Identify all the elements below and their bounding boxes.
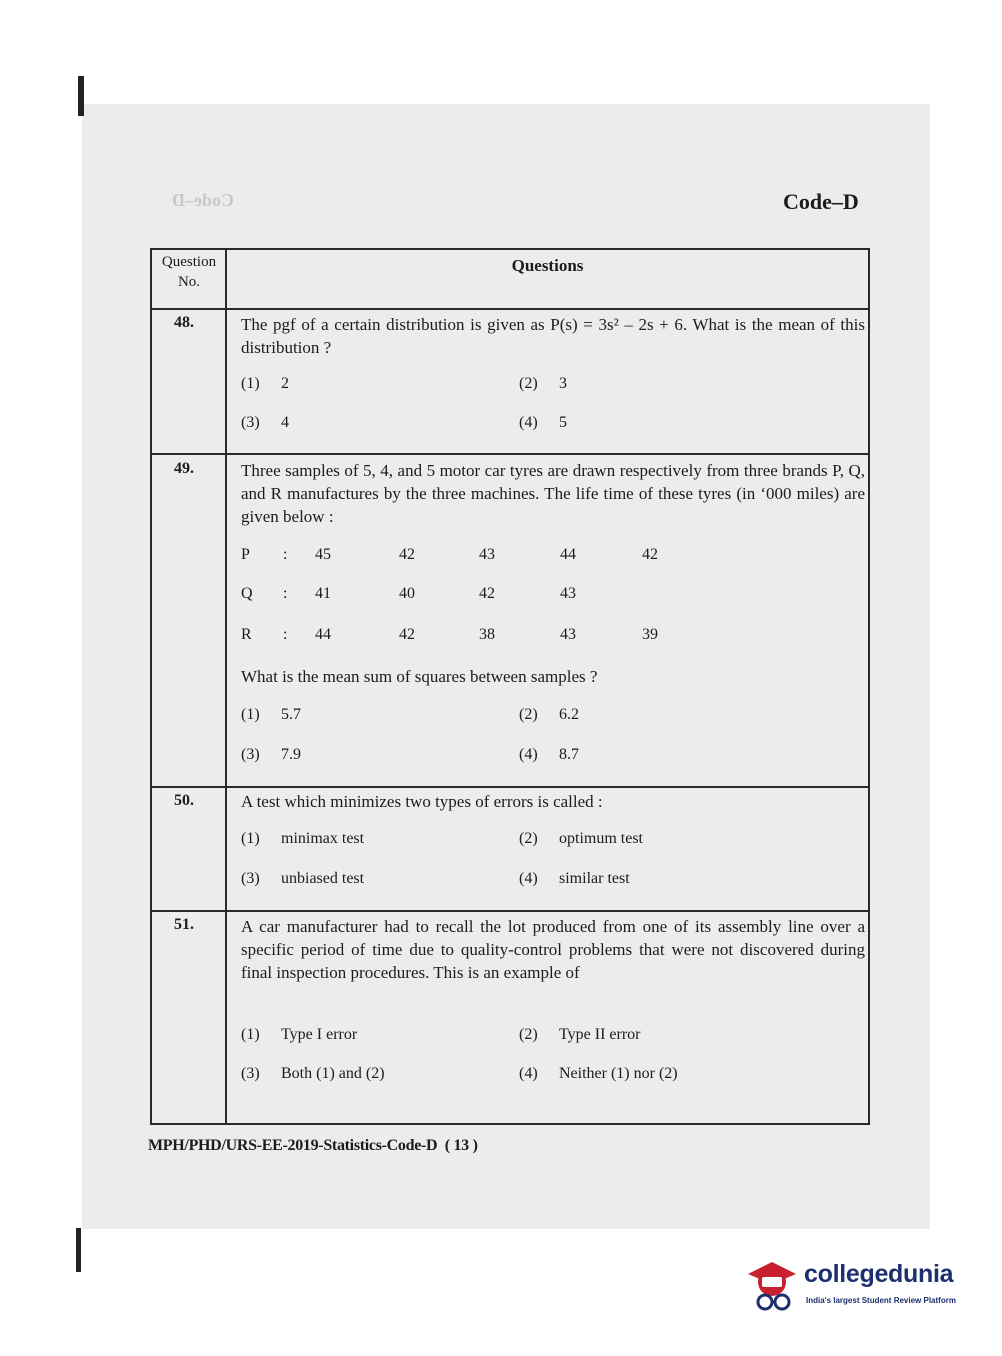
brand-name: collegedunia	[804, 1260, 954, 1288]
option-4[interactable]: (4) Neither (1) nor (2)	[519, 1065, 678, 1082]
question-number: 48.	[174, 314, 194, 331]
option-3[interactable]: (3) 7.9	[241, 746, 301, 763]
question-table: Question No. Questions 48. The pgf of a certain distribution is given as P(s) = 3s² – 2s + 6. What is the mean of this distribution ? (1) 2 (2) 3 (3) 4 (4) 5 49. Three samples of 5, 4, and 5 motor car tyres are drawn respectively from three brands P, Q, and R manufactures by the three machines. The life time of these tyres (in ‘000 miles) are given below : P : 45 42 43 44 42 Q : 41 40 42 43 R : 44 42 38 43 39 What is the mean sum of squares between samples ? (1) 5.7 (2) 6.2 (3) 7.9 (4) 8.7 50. A test which minimizes two types of errors is called : (1) minimax test (2) optimum test (3) unbiased test (4) similar test 51. A car manufacturer had to recall the lot produced from one of its assembly line over a specific period of time due to quality-control problems that were not discovered during final inspection procedures. This is an example of (1) Type I error (2) Type II error (3) Both (1) and (2) (4) Neither (1) nor (2)	[150, 248, 870, 1125]
scan-edge-bottom	[76, 1228, 81, 1272]
option-4[interactable]: (4) 8.7	[519, 746, 579, 763]
question-number: 50.	[174, 792, 194, 809]
question-text: A car manufacturer had to recall the lot produced from one of its assembly line over a specific period of time due to quality-control problems that were not discovered during final inspection procedures. This is an example of	[241, 917, 865, 982]
collegedunia-watermark[interactable]	[742, 1252, 972, 1316]
question-text: The pgf of a certain distribution is given as P(s) = 3s² – 2s + 6. What is the mean of this distribution ?	[241, 315, 865, 357]
option-1[interactable]: (1) 2	[241, 375, 289, 392]
question-number: 51.	[174, 916, 194, 933]
option-3[interactable]: (3) 4	[241, 414, 289, 431]
option-2[interactable]: (2) 3	[519, 375, 567, 392]
header-questions: Questions	[511, 256, 584, 275]
option-1[interactable]: (1) minimax test	[241, 830, 365, 847]
option-3[interactable]: (3) Both (1) and (2)	[241, 1065, 385, 1082]
scan-edge-top	[78, 76, 84, 116]
question-text: A test which minimizes two types of errors is called :	[241, 792, 603, 811]
option-2[interactable]: (2) Type II error	[519, 1026, 641, 1043]
row-divider	[152, 910, 868, 912]
option-2[interactable]: (2) optimum test	[519, 830, 643, 847]
header-question-no: Question No.	[161, 254, 217, 290]
footer-code: MPH/PHD/URS-EE-2019-Statistics-Code-D	[148, 1137, 438, 1154]
sub-question-text: What is the mean sum of squares between samples ?	[241, 667, 598, 686]
column-divider	[225, 250, 227, 1123]
collegedunia-logo-icon	[742, 1252, 802, 1314]
row-divider	[152, 786, 868, 788]
paper-code: Code–D	[783, 189, 859, 214]
brand-tagline: India's largest Student Review Platform	[806, 1296, 956, 1305]
show-through-text: Code–D	[172, 190, 234, 210]
option-3[interactable]: (3) unbiased test	[241, 870, 365, 887]
option-4[interactable]: (4) 5	[519, 414, 567, 431]
option-4[interactable]: (4) similar test	[519, 870, 630, 887]
question-text: Three samples of 5, 4, and 5 motor car tyres are drawn respectively from three brands P, Q, and R manufactures by the three machines. The life time of these tyres (in ‘000 miles) are given below :	[241, 461, 865, 526]
page-number: ( 13 )	[444, 1137, 478, 1154]
option-2[interactable]: (2) 6.2	[519, 706, 579, 723]
option-1[interactable]: (1) Type I error	[241, 1026, 358, 1043]
question-number: 49.	[174, 460, 194, 477]
page-footer	[148, 1137, 478, 1155]
option-1[interactable]: (1) 5.7	[241, 706, 301, 723]
row-divider	[152, 453, 868, 455]
row-divider	[152, 308, 868, 310]
